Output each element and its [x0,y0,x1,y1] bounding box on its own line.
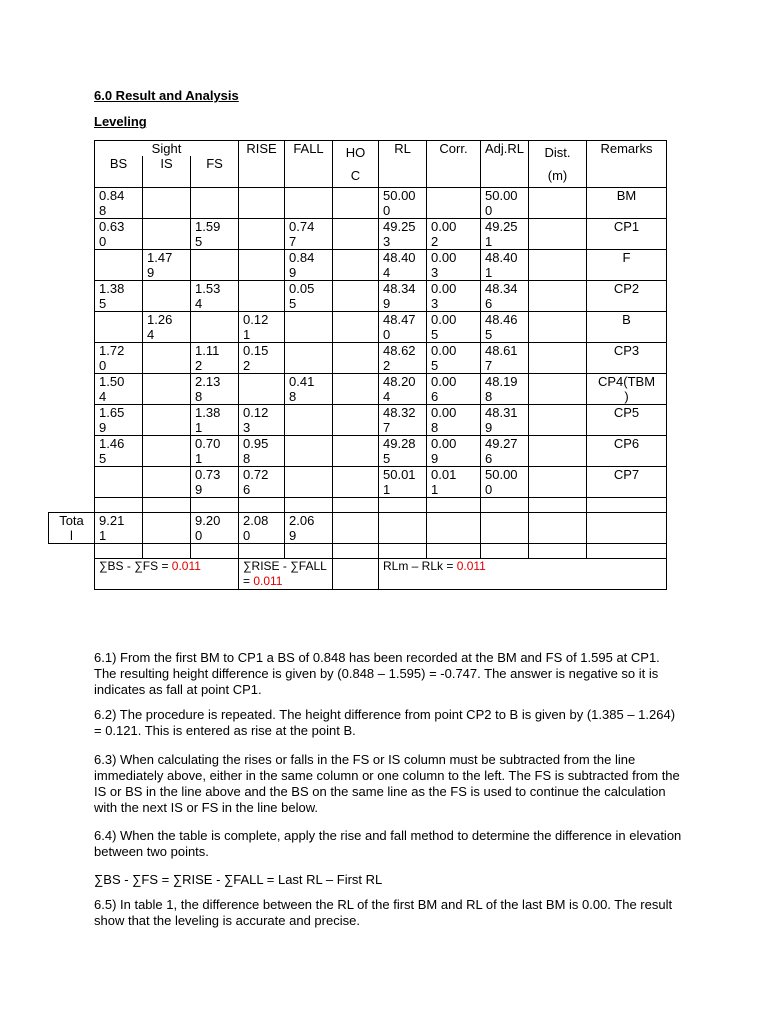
paragraph: 6.4) When the table is complete, apply the rise and fall method to determine the difference in elevation between two points. [94,828,682,859]
cell-remarks: CP6 [587,436,667,467]
empty-cell [379,513,427,544]
cell-fall: 0.05 5 [285,281,333,312]
cell-fs: 1.11 2 [191,343,239,374]
empty-cell [427,498,481,513]
cell-dist [529,219,587,250]
blank-row [49,498,667,513]
cell-is [143,436,191,467]
check-bs-fs [95,559,239,590]
cell-hoc [333,188,379,219]
empty-cell [49,544,95,559]
cell-rl: 48.20 4 [379,374,427,405]
cell-hoc [333,250,379,281]
empty-cell [49,312,95,343]
cell-adjrl: 48.34 6 [481,281,529,312]
empty-cell [529,513,587,544]
cell-fs: 0.70 1 [191,436,239,467]
cell-fall: 0.84 9 [285,250,333,281]
cell-adjrl: 48.40 1 [481,250,529,281]
total-rise: 2.08 0 [239,513,285,544]
cell-corr: 0.00 9 [427,436,481,467]
check-rise-fall [239,559,333,590]
total-row [49,513,667,544]
total-fs: 9.20 0 [191,513,239,544]
col-header-rl: RL [379,141,427,188]
cell-is [143,188,191,219]
cell-hoc [333,312,379,343]
cell-rise: 0.72 6 [239,467,285,498]
cell-fs: 2.13 8 [191,374,239,405]
cell-hoc [333,219,379,250]
empty-cell [333,513,379,544]
cell-is [143,219,191,250]
cell-corr: 0.00 5 [427,312,481,343]
paragraph: 6.3) When calculating the rises or falls in the FS or IS column must be subtracted from the line immediately above, either in the same column or one column to the left. The FS is subtracted from the IS or BS in the line above and the BS on the same line as the FS is used to continue the calculation with the next IS or FS in the line below. [94,752,680,815]
check-rise-fall-label: ∑RISE - ∑FALL [243,559,327,573]
cell-dist [529,281,587,312]
cell-remarks: CP5 [587,405,667,436]
cell-corr: 0.00 3 [427,250,481,281]
cell-is [143,281,191,312]
empty-cell [49,250,95,281]
cell-dist [529,250,587,281]
empty-cell [427,513,481,544]
empty-cell [49,405,95,436]
cell-dist [529,436,587,467]
col-header-sight: Sight [95,141,239,157]
cell-rl: 48.34 9 [379,281,427,312]
cell-fall [285,312,333,343]
cell-adjrl: 50.00 0 [481,467,529,498]
paragraph: 6.2) The procedure is repeated. The height difference from point CP2 to B is given by (1.385 – 1.264) = 0.121. This is entered as rise at the point B. [94,707,676,738]
cell-rl: 48.40 4 [379,250,427,281]
cell-remarks: CP3 [587,343,667,374]
col-header-is: IS [143,156,191,187]
cell-rise: 0.12 1 [239,312,285,343]
cell-bs [95,312,143,343]
cell-fall [285,188,333,219]
cell-adjrl: 48.19 8 [481,374,529,405]
cell-remarks: CP1 [587,219,667,250]
empty-cell [143,544,191,559]
cell-rl: 48.62 2 [379,343,427,374]
check-rl-value: 0.011 [456,559,486,573]
cell-hoc [333,281,379,312]
empty-cell [191,498,239,513]
cell-dist [529,343,587,374]
empty-cell [379,498,427,513]
blank-row [49,544,667,559]
empty-cell [49,467,95,498]
cell-fall [285,467,333,498]
cell-is [143,467,191,498]
empty-cell [191,544,239,559]
section-title: 6.0 Result and Analysis [94,88,239,103]
cell-fs: 0.73 9 [191,467,239,498]
cell-adjrl: 48.61 7 [481,343,529,374]
empty-cell [481,498,529,513]
empty-cell [587,498,667,513]
empty-cell [143,498,191,513]
cell-hoc [333,343,379,374]
header-row-1 [49,141,667,157]
col-header-hoc: HO C [333,141,379,188]
empty-cell [333,498,379,513]
table-row [49,436,667,467]
check-rl-label: RLm – RLk = [383,559,457,573]
cell-corr: 0.00 6 [427,374,481,405]
cell-fall [285,405,333,436]
cell-is [143,405,191,436]
cell-fall: 0.74 7 [285,219,333,250]
cell-fs: 1.59 5 [191,219,239,250]
table-row [49,343,667,374]
check-rise-fall-value: 0.011 [253,574,283,588]
empty-cell [333,544,379,559]
col-header-corr: Corr. [427,141,481,188]
cell-dist [529,188,587,219]
empty-cell [49,281,95,312]
paragraph: ∑BS - ∑FS = ∑RISE - ∑FALL = Last RL – First RL [94,872,383,887]
table-row [49,188,667,219]
cell-rise: 0.95 8 [239,436,285,467]
cell-adjrl: 49.27 6 [481,436,529,467]
cell-adjrl: 48.31 9 [481,405,529,436]
empty-cell [239,498,285,513]
cell-fs [191,250,239,281]
empty-cell [49,559,95,590]
cell-fall: 0.41 8 [285,374,333,405]
cell-hoc [333,405,379,436]
cell-fall [285,343,333,374]
cell-fall [285,436,333,467]
empty-cell [49,343,95,374]
cell-remarks: B [587,312,667,343]
empty-cell [427,544,481,559]
cell-corr: 0.00 2 [427,219,481,250]
empty-cell [49,219,95,250]
col-header-fall: FALL [285,141,333,188]
cell-is: 1.47 9 [143,250,191,281]
empty-cell [379,544,427,559]
cell-fs: 1.53 4 [191,281,239,312]
cell-fs: 1.38 1 [191,405,239,436]
leveling-table [48,140,667,590]
cell-corr [427,188,481,219]
cell-rise [239,188,285,219]
empty-cell [481,544,529,559]
cell-dist [529,467,587,498]
table-row [49,312,667,343]
paragraph: 6.1) From the first BM to CP1 a BS of 0.848 has been recorded at the BM and FS of 1.595 at CP1. The resulting height difference is given by (0.848 – 1.595) = -0.747. The answer is negative so it is indicates as fall at point CP1. [94,650,660,697]
check-bs-fs-label: ∑BS - ∑FS = [99,559,172,573]
cell-bs: 1.65 9 [95,405,143,436]
subsection-title: Leveling [94,114,147,129]
check-rl [379,559,667,590]
cell-rl: 50.00 0 [379,188,427,219]
cell-rl: 49.25 3 [379,219,427,250]
check-row [49,559,667,590]
cell-rl: 48.32 7 [379,405,427,436]
col-header-adj-rl: Adj.RL [481,141,529,188]
table-row [49,467,667,498]
cell-corr: 0.00 3 [427,281,481,312]
cell-hoc [333,374,379,405]
cell-rl: 48.47 0 [379,312,427,343]
cell-rl: 49.28 5 [379,436,427,467]
empty-cell [285,498,333,513]
cell-adjrl: 50.00 0 [481,188,529,219]
cell-corr: 0.01 1 [427,467,481,498]
cell-bs: 0.84 8 [95,188,143,219]
cell-dist [529,405,587,436]
cell-rise [239,250,285,281]
col-header-fs: FS [191,156,239,187]
cell-remarks: CP4(TBM ) [587,374,667,405]
cell-is [143,343,191,374]
cell-corr: 0.00 8 [427,405,481,436]
cell-rise [239,219,285,250]
cell-dist [529,374,587,405]
cell-remarks: F [587,250,667,281]
empty-cell [95,498,143,513]
paragraph: 6.5) In table 1, the difference between the RL of the first BM and RL of the last BM is 0.00. The result show that the leveling is accurate and precise. [94,897,673,928]
cell-adjrl: 48.46 5 [481,312,529,343]
empty-cell [95,544,143,559]
cell-fs [191,312,239,343]
cell-bs: 1.50 4 [95,374,143,405]
check-rise-fall-eq: = [243,574,254,588]
table-row [49,281,667,312]
col-header-rise: RISE [239,141,285,188]
table-row [49,250,667,281]
cell-bs: 1.46 5 [95,436,143,467]
empty-cell [49,436,95,467]
empty-cell [587,544,667,559]
empty-cell [285,544,333,559]
cell-rl: 50.01 1 [379,467,427,498]
table-row [49,219,667,250]
total-label: Tota l [49,513,95,544]
cell-remarks: BM [587,188,667,219]
cell-rise: 0.15 2 [239,343,285,374]
empty-cell [481,513,529,544]
empty-cell [587,513,667,544]
empty-cell [49,374,95,405]
cell-adjrl: 49.25 1 [481,219,529,250]
empty-cell [143,513,191,544]
cell-rise [239,374,285,405]
total-fall: 2.06 9 [285,513,333,544]
empty-cell [333,559,379,590]
cell-corr: 0.00 5 [427,343,481,374]
cell-dist [529,312,587,343]
col-header-remarks: Remarks [587,141,667,188]
table-row [49,374,667,405]
cell-bs [95,467,143,498]
cell-bs: 1.38 5 [95,281,143,312]
cell-rise: 0.12 3 [239,405,285,436]
cell-hoc [333,436,379,467]
check-bs-fs-value: 0.011 [171,559,201,573]
cell-remarks: CP7 [587,467,667,498]
cell-is [143,374,191,405]
empty-cell [49,188,95,219]
cell-remarks: CP2 [587,281,667,312]
cell-rise [239,281,285,312]
empty-cell [239,544,285,559]
cell-bs [95,250,143,281]
cell-fs [191,188,239,219]
empty-cell [529,498,587,513]
cell-hoc [333,467,379,498]
empty-cell [529,544,587,559]
cell-bs: 0.63 0 [95,219,143,250]
table-row [49,405,667,436]
cell-is: 1.26 4 [143,312,191,343]
cell-bs: 1.72 0 [95,343,143,374]
col-header-dist: Dist. (m) [529,141,587,188]
col-header-bs: BS [95,156,143,187]
total-bs: 9.21 1 [95,513,143,544]
empty-cell [49,498,95,513]
